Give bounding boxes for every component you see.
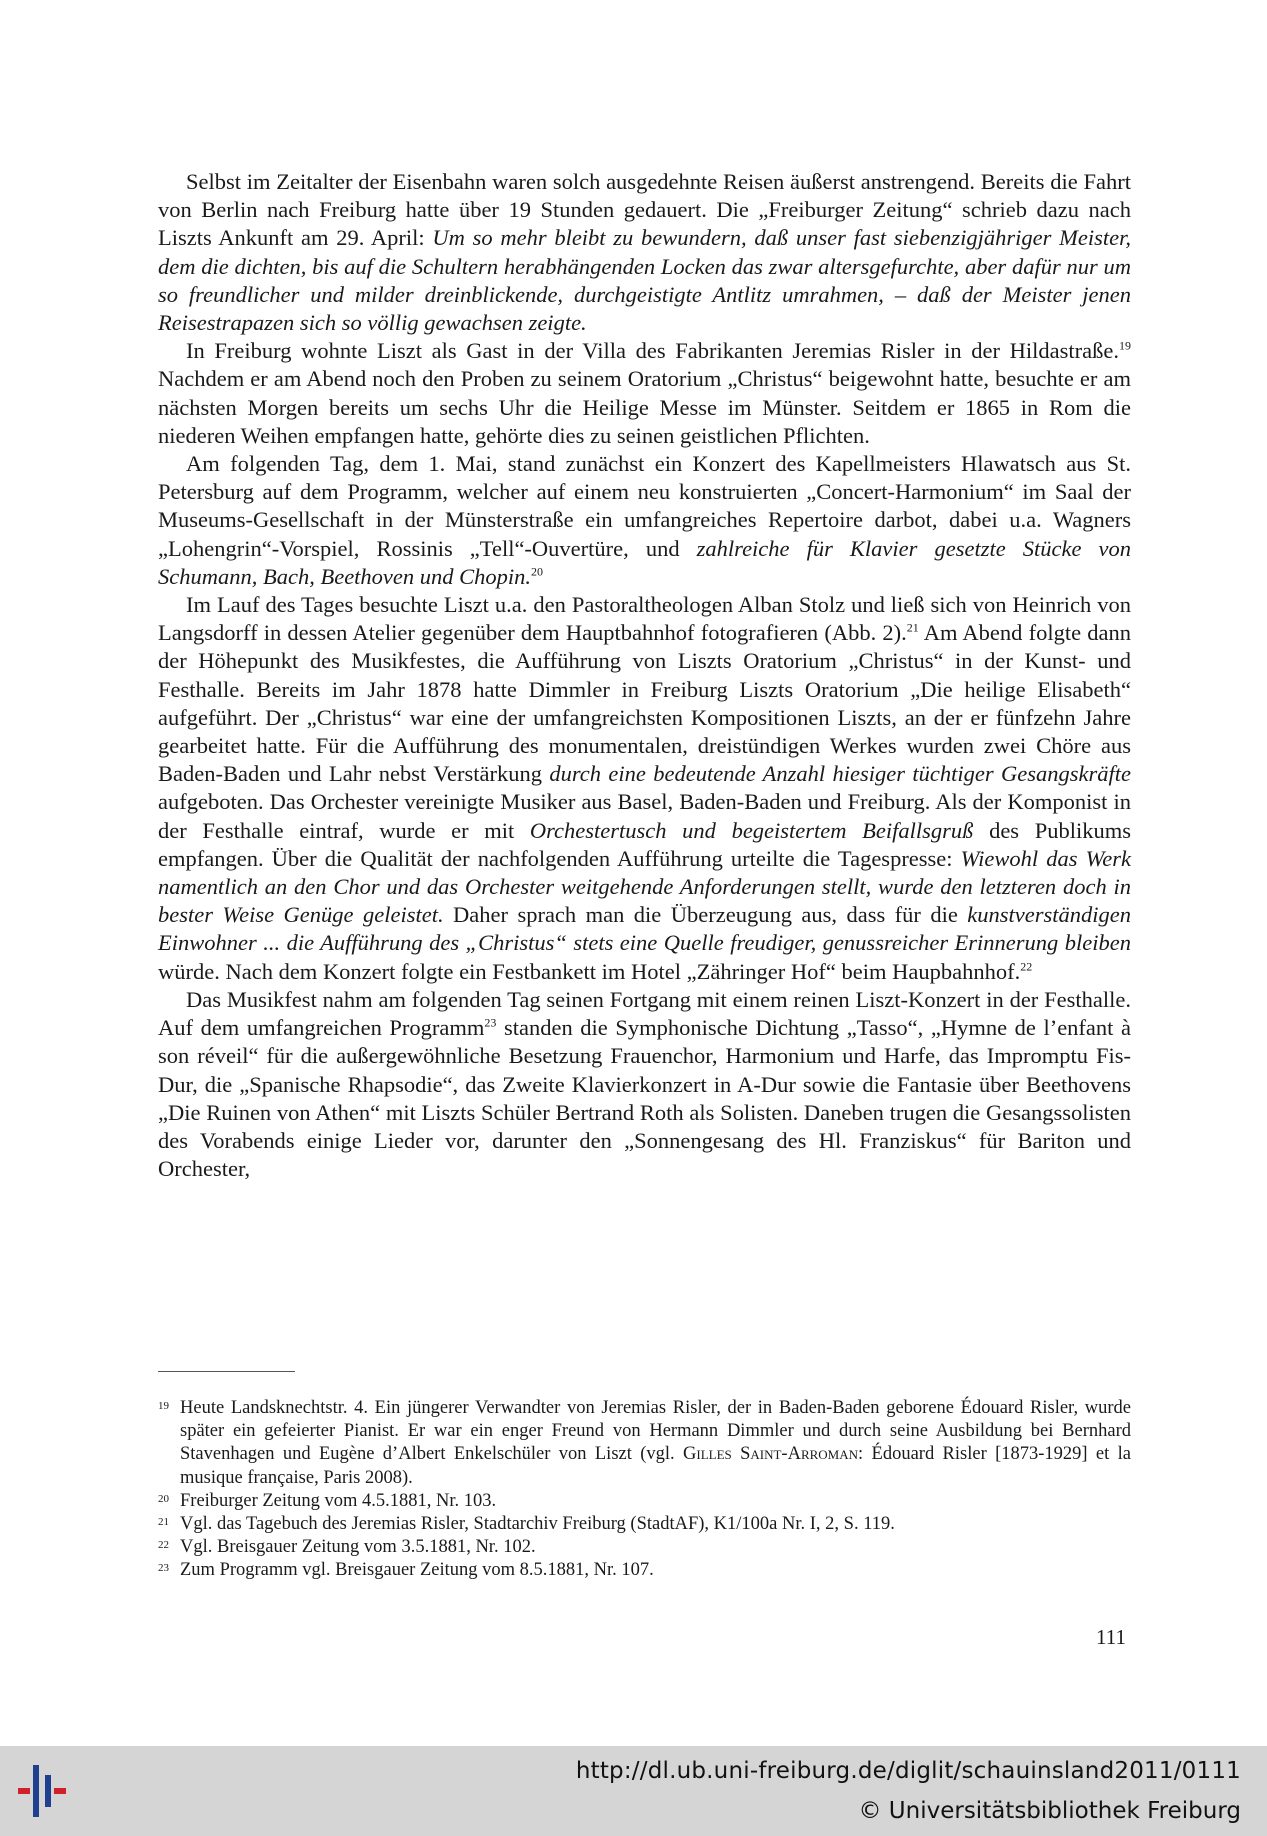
- footer-bar: [0, 1746, 1267, 1836]
- footnote-22: 22 Vgl. Breisgauer Zeitung vom 3.5.1881, Nr. 102.: [158, 1537, 536, 1558]
- footnotes: [158, 1397, 1131, 1583]
- quote-italic: Orchestertusch und begeistertem Beifallsgruß: [529, 817, 974, 843]
- footnote-19: 19 Heute Landsknechtstr. 4. Ein jüngerer Verwandter von Jeremias Risler, der in Baden-Baden geborene Édouard Risler, wurde später ein gefeierter Pianist. Er war ein enger Freund von Hermann Dimmler und durch seine Ausbildung bei Bernhard Stavenhagen und Eugène d’Albert Enkelschüler von Liszt (vgl. Gilles Saint-Arroman: Édouard Risler [1873-1929] et la musique française, Paris 2008).: [158, 1398, 1131, 1488]
- footnote-text: Vgl. das Tagebuch des Jeremias Risler, Stadtarchiv Freiburg (StadtAF), K1/100a Nr. I, 2, S. 119.: [180, 1514, 895, 1535]
- footnote-text: Freiburger Zeitung vom 4.5.1881, Nr. 103.: [180, 1490, 497, 1511]
- footnote-ref[interactable]: 22: [1020, 959, 1033, 974]
- footnote-text: Heute Landsknechtstr. 4. Ein jüngerer Verwandter von Jeremias Risler, der in Baden-Baden geborene Édouard Risler, wurde später ein gefeierter Pianist. Er war ein enger Freund von Hermann Dimmler und durch seine Ausbildung bei Bernhard Stavenhagen und Eugène d’Albert Enkelschüler von Liszt (vgl.: [180, 1398, 1131, 1465]
- text-span: standen die Symphonische Dichtung „Tasso“, „Hymne de l’enfant à son réveil“ für die außergewöhnliche Besetzung Frauenchor, Harmonium und Harfe, das Impromptu Fis-Dur, die „Spanische Rhapsodie“, das Zweite Klavierkonzert in A-Dur sowie die Fantasie über Beethovens „Die Ruinen von Athen“ mit Liszts Schüler Bertrand Roth als Solisten. Daneben trugen die Gesangssolisten des Vorabends einige Lieder vor, darunter den „Sonnengesang des Hl. Franziskus“ für Bariton und Orchester,: [158, 1015, 1131, 1182]
- footer-copyright: © Universitätsbibliothek Freiburg: [858, 1798, 1241, 1824]
- text-span: Am Abend folgte dann der Höhepunkt des Musikfestes, die Aufführung von Liszts Oratorium „Christus“ in der Kunst- und Festhalle. Bereits im Jahr 1878 hatte Dimmler in Freiburg Liszts Oratorium „Die heilige Elisabeth“ aufgeführt. Der „Christus“ war eine der umfangreichsten Kompositionen Liszts, an der er fünfzehn Jahre gearbeitet hatte. Für die Aufführung des monumentalen, dreistündigen Werkes wurden zwei Chöre aus Baden-Baden und Lahr nebst Verstärkung: [158, 620, 1131, 787]
- text-span: Nachdem er am Abend noch den Proben zu seinem Oratorium „Christus“ beigewohnt hatte, besuchte er am nächsten Morgen bereits um sechs Uhr die Heilige Messe im Münster. Seitdem er 1865 in Rom die niederen Weihen empfangen hatte, gehörte dies zu seinen geistlichen Pflichten.: [158, 366, 1131, 448]
- footnote-ref[interactable]: 20: [531, 564, 544, 579]
- footnote-divider: [158, 1371, 295, 1372]
- paragraph-2: [158, 337, 1131, 450]
- paragraph-4: [158, 591, 1131, 986]
- text-span: Am folgenden Tag, dem 1. Mai, stand zunächst ein Konzert des Kapellmeisters Hlawatsch aus St. Petersburg auf dem Programm, welcher auf einem neu konstruierten „Concert-Harmonium“ im Saal der Museums-Gesellschaft in der Münsterstraße ein umfangreiches Repertoire darbot, dabei u.a. Wagners „Lohengrin“-Vorspiel, Rossinis „Tell“-Ouvertüre, und: [158, 451, 1131, 561]
- paragraph-5: [158, 986, 1131, 1183]
- footnote-ref[interactable]: 21: [906, 620, 919, 635]
- text-span: Im Lauf des Tages besuchte Liszt u.a. den Pastoraltheologen Alban Stolz und ließ sich von Heinrich von Langsdorff in dessen Atelier gegenüber dem Hauptbahnhof fotografieren (Abb. 2).: [158, 592, 1131, 646]
- quote-italic: durch eine bedeutende Anzahl hiesiger tüchtiger Gesangskräfte: [549, 761, 1131, 787]
- footnote-text: Vgl. Breisgauer Zeitung vom 3.5.1881, Nr. 102.: [180, 1537, 536, 1558]
- footnote-20: 20 Freiburger Zeitung vom 4.5.1881, Nr. 103.: [158, 1490, 497, 1511]
- paragraph-1: [158, 168, 1131, 337]
- text-span: Das Musikfest nahm am folgenden Tag seinen Fortgang mit einem reinen Liszt-Konzert in der Festhalle. Auf dem umfangreichen Programm: [158, 986, 1131, 1041]
- text-span: aufgeboten. Das Orchester vereinigte Musiker aus Basel, Baden-Baden und Freiburg. Als der Komponist in der Festhalle eintraf, wurde er mit: [158, 789, 1131, 843]
- footnote-ref[interactable]: 19: [1119, 338, 1131, 353]
- text-span: Daher sprach man die Überzeugung aus, dass für die: [443, 902, 968, 928]
- footnote-author: Gilles Saint-Arroman: [683, 1444, 859, 1465]
- quote-italic: Wiewohl das Werk namentlich an den Chor und das Orchester weitgehende Anforderungen stellt, wurde den letzteren doch in bester Weise Genüge geleistet.: [158, 845, 1131, 928]
- text-span: würde. Nach dem Konzert folgte ein Festbankett im Hotel „Zähringer Hof“ beim Haupbahnhof.: [158, 958, 1021, 984]
- main-text: [158, 168, 1131, 1183]
- text-span: des Publikums empfangen. Über die Qualität der nachfolgenden Aufführung urteilte die Tagespresse:: [158, 817, 1131, 871]
- footnote-text: Zum Programm vgl. Breisgauer Zeitung vom 8.5.1881, Nr. 107.: [180, 1560, 654, 1581]
- footnote-text: : Édouard Risler [1873-1929] et la musique française, Paris 2008).: [180, 1444, 1131, 1488]
- page-number: 111: [1096, 1625, 1126, 1649]
- quote-italic: kunstverständigen Einwohner ... die Aufführung des „Christus“ stets eine Quelle freudiger, genussreicher Erinnerung bleiben: [158, 902, 1132, 956]
- footnote-ref[interactable]: 23: [484, 1015, 497, 1030]
- paragraph-3: [158, 450, 1131, 591]
- footer-url-link[interactable]: http://dl.ub.uni-freiburg.de/diglit/schauinsland2011/0111: [575, 1758, 1241, 1784]
- footnote-23: 23 Zum Programm vgl. Breisgauer Zeitung vom 8.5.1881, Nr. 107.: [158, 1560, 654, 1581]
- quote-italic: Um so mehr bleibt zu bewundern, daß unser fast siebenzigjähriger Meister, dem die dichten, bis auf die Schultern herabhängenden Locken das zwar altersgefurchte, aber dafür nur um so freundlicher und milder dreinblickende, durchgeistigte Antlitz umrahmen, – daß der Meister jenen Reisestrapazen sich so völlig gewachsen zeigte.: [158, 225, 1131, 336]
- ub-freiburg-logo-icon: [18, 1761, 78, 1821]
- footnote-21: 21 Vgl. das Tagebuch des Jeremias Risler, Stadtarchiv Freiburg (StadtAF), K1/100a Nr. I, 2, S. 119.: [158, 1514, 895, 1535]
- text-span: Selbst im Zeitalter der Eisenbahn waren solch ausgedehnte Reisen äußerst anstrengend. Bereits die Fahrt von Berlin nach Freiburg hatte über 19 Stunden gedauert. Die „Freiburger Zeitung“ schrieb dazu nach Liszts Ankunft am 29. April:: [158, 169, 1131, 251]
- quote-italic: zahlreiche für Klavier gesetzte Stücke von Schumann, Bach, Beethoven und Chopin.: [158, 535, 1132, 589]
- text-span: In Freiburg wohnte Liszt als Gast in der Villa des Fabrikanten Jeremias Risler in der Hildastraße.: [186, 338, 1119, 364]
